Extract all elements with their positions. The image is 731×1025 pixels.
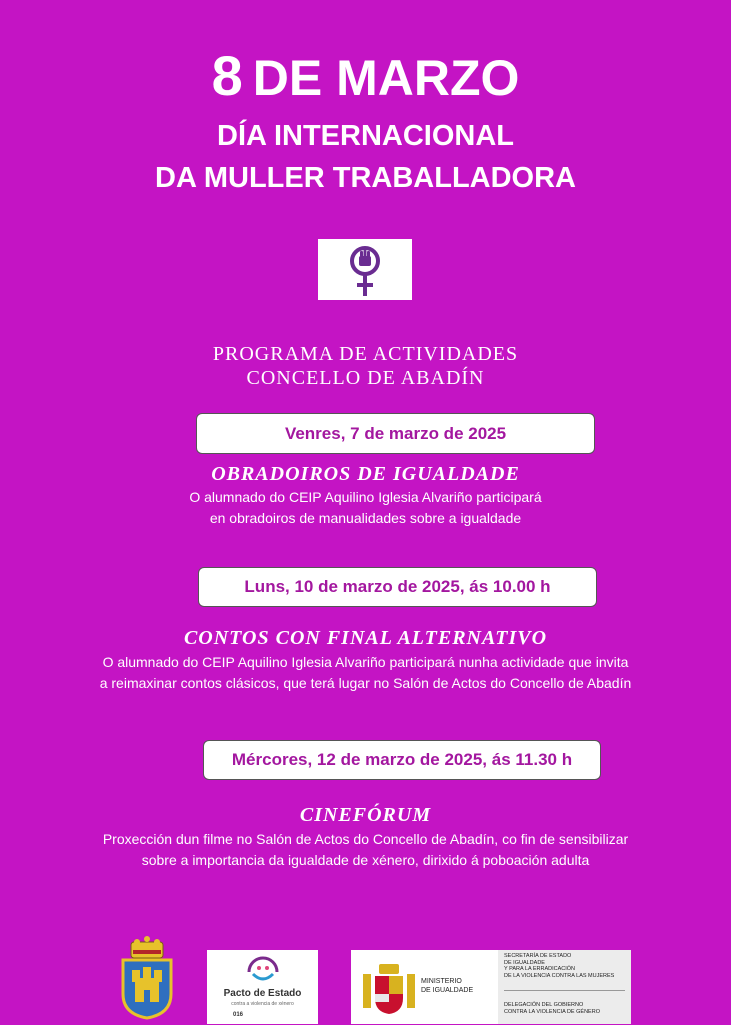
secretariat-line-2: DE IGUALDADE bbox=[504, 959, 545, 966]
delegation-text bbox=[504, 1002, 600, 1015]
secretariat-divider bbox=[504, 990, 625, 991]
ministry-name-line-2: DE IGUALDADE bbox=[421, 987, 474, 994]
abadin-coat-of-arms bbox=[117, 936, 177, 1020]
event-2-date-box: Luns, 10 de marzo de 2025, ás 10.00 h bbox=[198, 567, 597, 607]
ministry-secretariat-panel bbox=[498, 950, 631, 1024]
delegation-line-1: DELEGACIÓN DEL GOBIERNO bbox=[504, 1002, 584, 1008]
title-line-1: DÍA INTERNACIONAL bbox=[217, 120, 514, 152]
venus-fist-icon bbox=[318, 239, 412, 300]
title-line-2: DA MULLER TRABALLADORA bbox=[155, 162, 576, 194]
event-2-desc-line-2: a reimaxinar contos clásicos, que terá lugar no Salón de Actos do Concello de Abadín bbox=[99, 675, 632, 691]
program-line-1: PROGRAMA DE ACTIVIDADES bbox=[212, 343, 519, 365]
secretariat-line-1: SECRETARÍA DE ESTADO bbox=[504, 953, 572, 959]
secretariat-text bbox=[504, 953, 614, 979]
event-1-date-box: Venres, 7 de marzo de 2025 bbox=[196, 413, 595, 454]
event-3-date-box: Mércores, 12 de marzo de 2025, ás 11.30 h bbox=[203, 740, 601, 780]
event-1-desc-line-1: O alumnado do CEIP Aquilino Iglesia Alvariño participará bbox=[189, 489, 542, 505]
secretariat-line-4: DE LA VIOLENCIA CONTRA LAS MUJERES bbox=[504, 972, 615, 979]
event-1-desc-line-2: en obradoiros de manualidades sobre a igualdade bbox=[209, 510, 522, 526]
ministry-name-line-1: MINISTERIO bbox=[421, 978, 462, 985]
ministry-name bbox=[421, 977, 473, 995]
pacto-phone: 016 bbox=[233, 1012, 244, 1018]
event-3-desc-line-2: sobre a importancia da igualdade de xénero, dirixido á poboación adulta bbox=[141, 852, 590, 868]
feminist-emblem bbox=[318, 239, 412, 300]
event-2-desc-line-1: O alumnado do CEIP Aquilino Iglesia Alvariño participará nunha actividade que invita bbox=[102, 654, 629, 670]
event-3-desc-line-1: Proxección dun filme no Salón de Actos do Concello de Abadín, co fin de sensibilizar bbox=[102, 831, 629, 847]
date-day: 8 bbox=[211, 44, 243, 107]
coat-of-arms-icon bbox=[117, 936, 177, 1020]
pacto-smile-icon bbox=[207, 950, 318, 990]
event-3-title: CINEFÓRUM bbox=[299, 804, 432, 826]
delegation-line-2: CONTRA LA VIOLENCIA DE GÉNERO bbox=[504, 1008, 600, 1015]
event-1-title: OBRADOIROS DE IGUALDADE bbox=[211, 463, 520, 485]
pacto-title: Pacto de Estado bbox=[223, 988, 302, 999]
ministerio-igualdade-logo bbox=[351, 950, 631, 1024]
date-month: DE MARZO bbox=[252, 50, 520, 106]
spain-coat-of-arms-icon bbox=[361, 960, 417, 1016]
event-2-title: CONTOS CON FINAL ALTERNATIVO bbox=[183, 627, 548, 649]
pacto-subtitle: contra a violencia de xénero bbox=[231, 1001, 294, 1007]
main-date-heading bbox=[0, 44, 731, 107]
secretariat-line-3: Y PARA LA ERRADICACIÓN bbox=[504, 966, 576, 972]
program-line-2: CONCELLO DE ABADÍN bbox=[246, 367, 485, 389]
pacto-de-estado-logo bbox=[207, 950, 318, 1024]
